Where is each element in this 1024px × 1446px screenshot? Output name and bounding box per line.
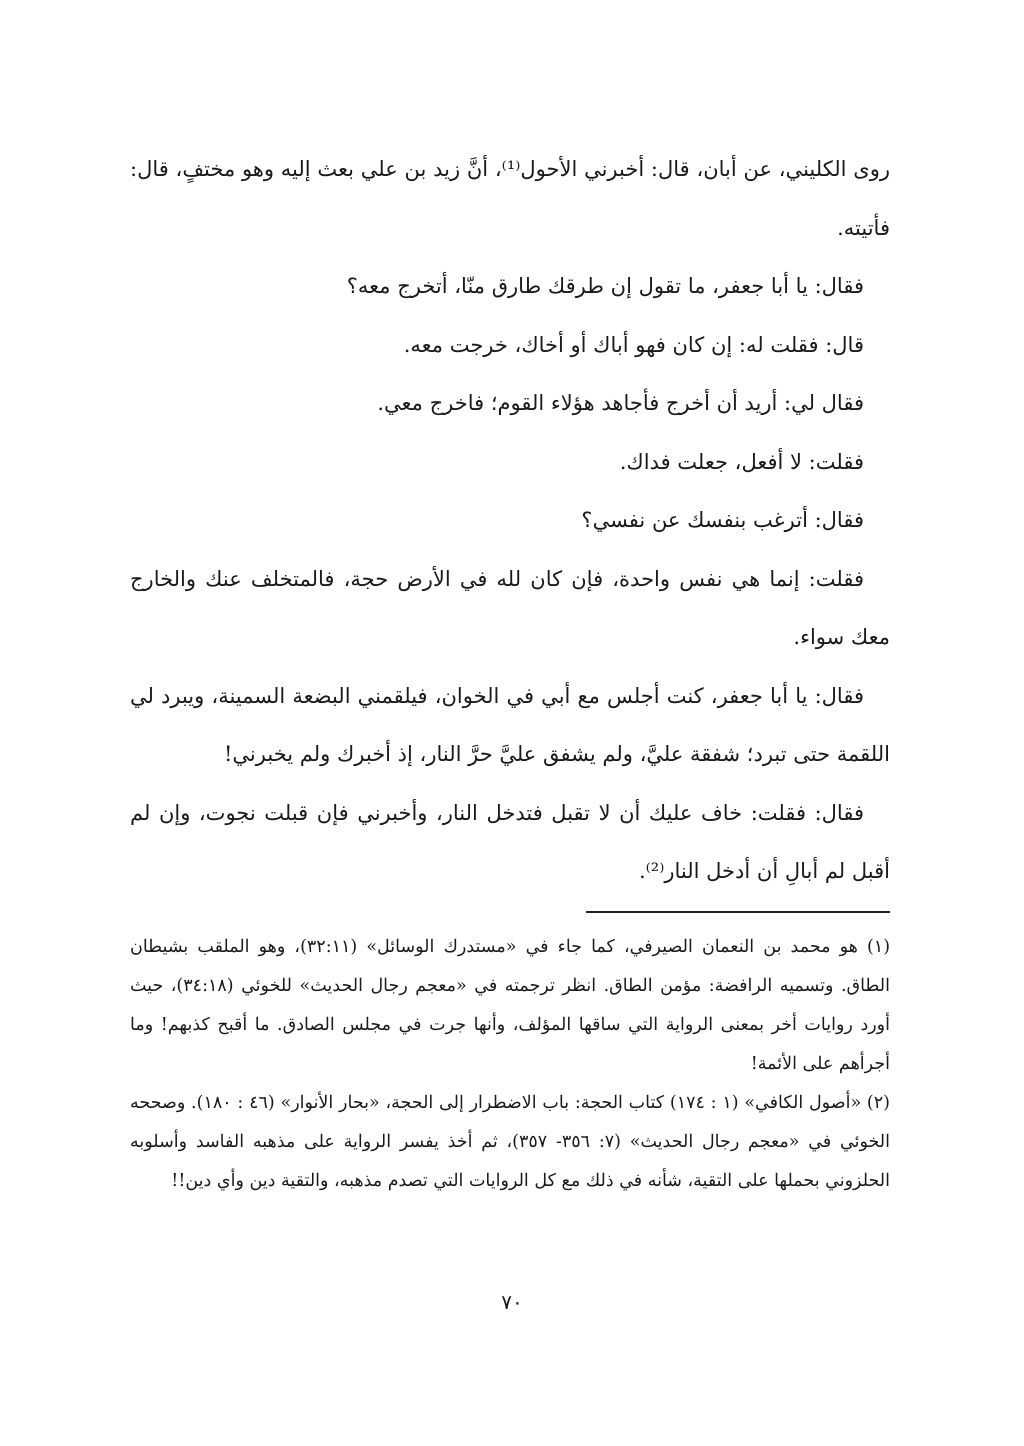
paragraph-5: فقلت: لا أفعل، جعلت فداك. (619, 449, 864, 474)
footnote-1: (١) هو محمد بن النعمان الصيرفي، كما جاء في «مستدرك الوسائل» (٣٢:١١)، وهو الملقب بشيطان الطاق. وتسميه الرافضة: مؤمن الطاق. انظر ترجمته في «معجم رجال الحديث» للخوئي (٣٤:١٨)، حيث أورد روايات أخر بمعنى الرواية التي ساقها المؤلف، وأنها جرت في مجلس الصادق. ما أقبح كذبهم! وما أجرأهم على الأئمة! (130, 937, 891, 1074)
paragraph-9: فقال: فقلت: خاف عليك أن لا تقبل فتدخل النار، وأخبرني فإن قبلت نجوت، وإن لم أقبل لم أبالِ أن أدخل النار⁽²⁾. (130, 800, 890, 883)
page-number: ٧٠ (501, 1290, 523, 1314)
paragraph-8: فقال: يا أبا جعفر، كنت أجلس مع أبي في الخوان، فيلقمني البضعة السمينة، ويبرد لي اللقمة حتى تبرد؛ شفقة عليَّ، ولم يشفق عليَّ حرَّ النار، إذ أخبرك ولم يخبرني! (130, 683, 890, 766)
footnote-separator (586, 911, 890, 913)
main-text (130, 140, 890, 901)
footnote-2: (٢) «أصول الكافي» (١ : ١٧٤) كتاب الحجة: باب الاضطرار إلى الحجة، «بحار الأنوار» (٤٦ : ١٨٠). وصححه الخوئي في «معجم رجال الحديث» (٧: ٣٥٦- ٣٥٧)، ثم أخذ يفسر الرواية على مذهبه الفاسد وأسلوبه الحلزوني بحملها على التقية، شأنه في ذلك مع كل الروايات التي تصدم مذهبه، والتقية دين وأي دين!! (130, 1093, 890, 1191)
paragraph-6: فقال: أترغب بنفسك عن نفسي؟ (581, 508, 864, 532)
paragraph-3: قال: فقلت له: إن كان فهو أباك أو أخاك، خرجت معه. (403, 332, 864, 357)
paragraph-1: روى الكليني، عن أبان، قال: أخبرني الأحول⁽¹⁾، أنَّ زيد بن علي بعث إليه وهو مختفٍ، قال: فأتيته. (130, 157, 891, 240)
paragraph-4: فقال لي: أريد أن أخرج فأجاهد هؤلاء القوم؛ فاخرج معي. (377, 391, 864, 415)
paragraph-2: فقال: يا أبا جعفر، ما تقول إن طرقك طارق منّا، أتخرج معه؟ (346, 274, 864, 298)
paragraph-7: فقلت: إنما هي نفس واحدة، فإن كان لله في الأرض حجة، فالمتخلف عنك والخارج معك سواء. (130, 566, 890, 649)
footnotes (130, 928, 890, 1201)
